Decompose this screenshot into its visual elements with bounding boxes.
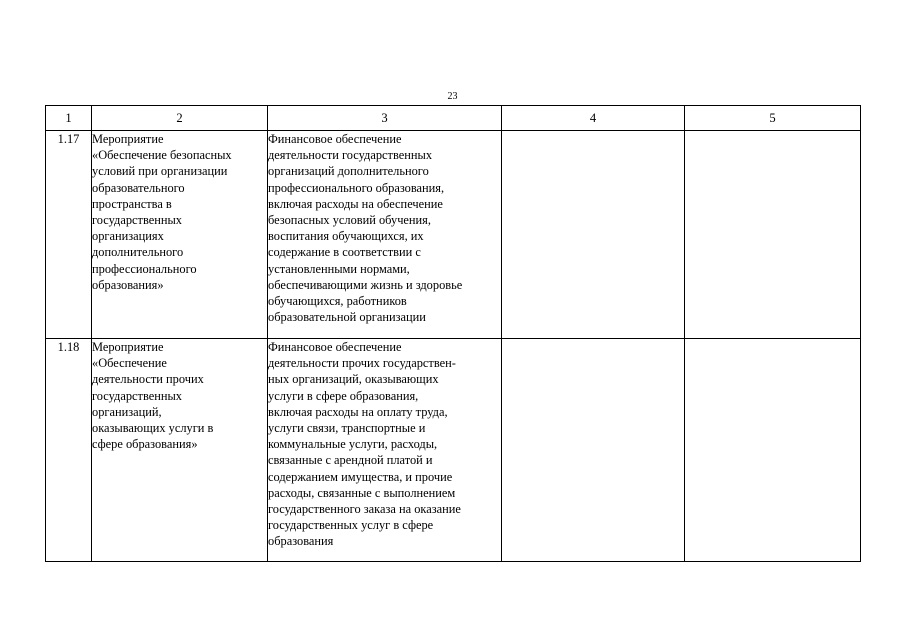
column-header-3: 3: [268, 106, 502, 131]
empty-cell-col5: [685, 131, 861, 339]
text-line: государственных услуг в сфере: [268, 518, 434, 533]
text-line: услуги связи, транспортные и: [268, 421, 426, 436]
text-line: государственных: [92, 213, 183, 228]
text-line: ных организаций, оказывающих: [268, 372, 439, 387]
text-line: организаций,: [92, 404, 162, 419]
text-line: Финансовое обеспечение: [268, 340, 402, 354]
text-line: расходы, связанные с выполнением: [268, 485, 456, 500]
text-line: включая расходы на оплату труда,: [268, 404, 448, 419]
text-line: дополнительного: [92, 245, 184, 260]
text-line: образования»: [92, 277, 164, 292]
table-row: [46, 131, 861, 339]
text-line: обучающихся, работников: [268, 294, 407, 309]
text-line: установленными нормами,: [268, 261, 410, 276]
table-header-row: [46, 106, 861, 131]
text-line: сфере образования»: [92, 437, 198, 452]
text-line: включая расходы на обеспечение: [268, 196, 443, 211]
empty-cell-col4: [502, 131, 685, 339]
text-line: государственных: [92, 388, 183, 403]
text-line: Мероприятие: [92, 132, 164, 146]
row-number: 1.17: [46, 131, 92, 339]
text-line: пространства в: [92, 196, 172, 211]
table-row: [46, 339, 861, 562]
column-header-4: 4: [502, 106, 685, 131]
empty-cell-col4: [502, 339, 685, 562]
document-table: [45, 105, 861, 562]
text-line: организациях: [92, 229, 164, 244]
text-line: профессионального образования,: [268, 180, 445, 195]
column-header-5: 5: [685, 106, 861, 131]
text-line: оказывающих услуги в: [92, 421, 214, 436]
text-line: содержание в соответствии с: [268, 245, 421, 260]
text-line: государственного заказа на оказание: [268, 502, 461, 517]
row-number: 1.18: [46, 339, 92, 562]
text-line: деятельности прочих государствен-: [268, 356, 456, 371]
page-number: 23: [447, 91, 458, 102]
text-line: условий при организации: [92, 164, 228, 179]
text-line: воспитания обучающихся, их: [268, 229, 424, 244]
text-line: деятельности государственных: [268, 148, 433, 163]
column-header-1: 1: [46, 106, 92, 131]
column-header-2: 2: [92, 106, 268, 131]
text-line: содержанием имущества, и прочие: [268, 469, 453, 484]
text-line: образовательной организации: [268, 310, 426, 325]
text-line: профессионального: [92, 261, 197, 276]
empty-cell-col5: [685, 339, 861, 562]
text-line: образовательного: [92, 180, 185, 195]
text-line: Финансовое обеспечение: [268, 132, 402, 146]
event-description-cell: [268, 339, 502, 562]
text-line: коммунальные услуги, расходы,: [268, 437, 438, 452]
text-line: услуги в сфере образования,: [268, 388, 419, 403]
text-line: «Обеспечение безопасных: [92, 148, 232, 163]
text-line: организаций дополнительного: [268, 164, 429, 179]
event-name-cell: [92, 339, 268, 562]
text-line: образования: [268, 534, 334, 549]
text-line: безопасных условий обучения,: [268, 213, 431, 228]
event-name-cell: [92, 131, 268, 339]
text-line: связанные с арендной платой и: [268, 453, 433, 468]
text-line: деятельности прочих: [92, 372, 204, 387]
text-line: «Обеспечение: [92, 356, 167, 371]
text-line: Мероприятие: [92, 340, 164, 354]
event-description-cell: [268, 131, 502, 339]
text-line: обеспечивающими жизнь и здоровье: [268, 277, 463, 292]
